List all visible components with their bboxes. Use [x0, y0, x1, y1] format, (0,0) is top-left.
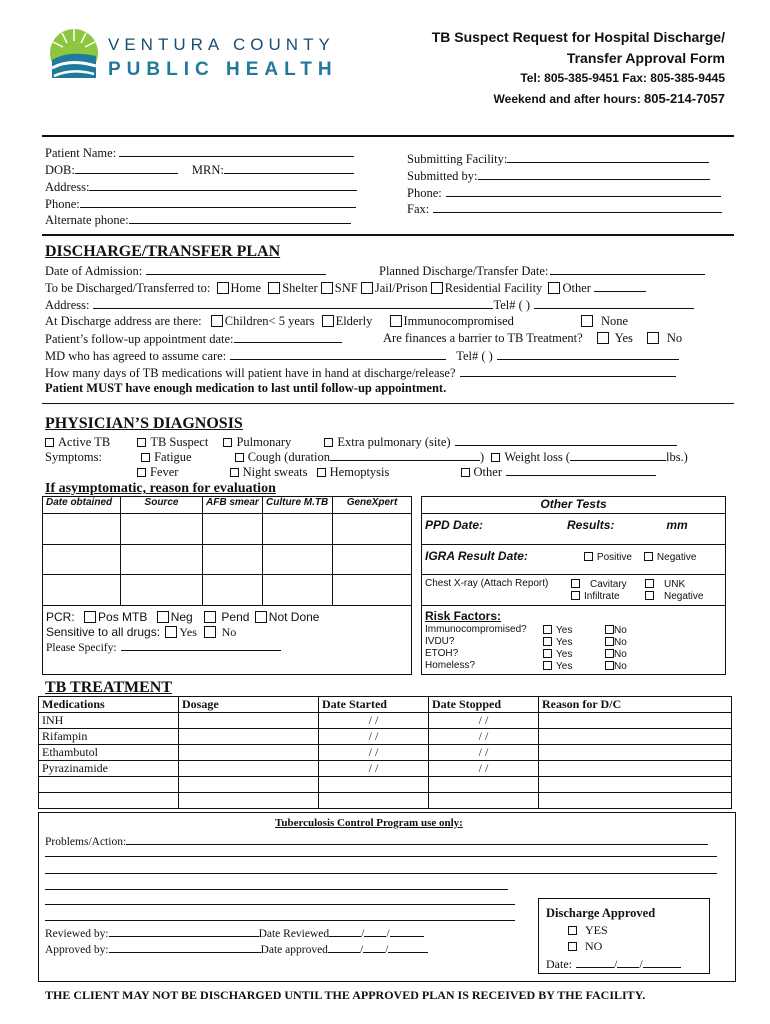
logo-line1: VENTURA COUNTY — [108, 35, 335, 54]
date-stopped-cell[interactable]: / / — [429, 713, 539, 729]
lab-cell[interactable] — [43, 575, 121, 606]
lab-col-header: AFB smear — [203, 497, 263, 514]
lab-cell[interactable] — [333, 575, 412, 606]
problems-row[interactable]: Problems/Action: — [45, 834, 708, 849]
md-row[interactable]: MD who has agreed to assume care: Tel# ( ) — [45, 349, 679, 363]
date-started-cell[interactable]: / / — [319, 745, 429, 761]
asymptomatic-heading: If asymptomatic, reason for evaluation — [45, 481, 276, 496]
treatment-table — [38, 696, 732, 809]
pcr-row[interactable]: PCR: Pos MTB Neg Pend Not Done — [46, 610, 320, 624]
dosage-cell[interactable] — [179, 713, 319, 729]
approval-date[interactable]: Date: / / — [546, 957, 681, 970]
followup-row[interactable]: Patient’s follow-up appointment date: — [45, 332, 342, 346]
form-title-2: Transfer Approval Form — [566, 50, 725, 66]
must-note: Patient MUST have enough medication to last until follow-up appointment. — [45, 381, 447, 395]
lab-cell[interactable] — [203, 545, 263, 575]
cxr-row[interactable]: Chest X-ray (Attach Report) Cavitary Infiltrate UNK Negative — [422, 575, 726, 606]
tbcp-title: Tuberculosis Control Program use only: — [275, 817, 463, 829]
date-started-cell[interactable] — [319, 777, 429, 793]
discharge-address-row[interactable]: Address: Tel# ( ) — [45, 298, 694, 312]
pcr-cell — [43, 606, 412, 675]
problems-line[interactable] — [45, 920, 515, 921]
date-started-cell[interactable]: / / — [319, 761, 429, 777]
lab-cell[interactable] — [333, 545, 412, 575]
symptoms-row-2[interactable]: Fever Night sweats Hemoptysis Other — [137, 465, 656, 479]
problems-line[interactable] — [45, 889, 508, 890]
table-row — [39, 777, 732, 793]
lab-cell[interactable] — [121, 545, 203, 575]
risk-yes[interactable]: Yes — [543, 649, 572, 660]
physician-heading: PHYSICIAN’S DIAGNOSIS — [45, 415, 243, 432]
treatment-col-header: Dosage — [179, 697, 319, 713]
risk-no[interactable]: No — [605, 637, 627, 648]
table-row — [39, 745, 732, 761]
logo-emblem-icon — [48, 26, 100, 84]
planned-date-row[interactable]: Planned Discharge/Transfer Date: — [379, 264, 705, 278]
dosage-cell[interactable] — [179, 793, 319, 809]
lab-cell[interactable] — [121, 575, 203, 606]
reason-cell[interactable] — [539, 713, 732, 729]
facility-row[interactable]: Submitting Facility: — [407, 152, 709, 166]
problems-line[interactable] — [45, 856, 717, 857]
at-address-row[interactable]: At Discharge address are there: Children< 5 years Elderly Immunocompromised None — [45, 314, 629, 328]
lab-cell[interactable] — [333, 514, 412, 545]
divider — [42, 234, 734, 236]
treatment-heading: TB TREATMENT — [45, 679, 172, 696]
lab-cell[interactable] — [203, 514, 263, 545]
submitted-by-row[interactable]: Submitted by: — [407, 169, 710, 183]
divider — [42, 135, 734, 137]
reason-cell[interactable] — [539, 777, 732, 793]
alt-phone-row[interactable]: Alternate phone: — [45, 213, 351, 227]
lab-cell[interactable] — [121, 514, 203, 545]
risk-yes[interactable]: Yes — [543, 625, 572, 636]
sensitive-row[interactable]: Sensitive to all drugs: Yes No — [46, 625, 237, 639]
problems-line[interactable] — [45, 873, 717, 874]
med-name: Ethambutol — [39, 745, 179, 761]
reason-cell[interactable] — [539, 745, 732, 761]
date-started-cell[interactable]: / / — [319, 713, 429, 729]
lab-cell[interactable] — [43, 514, 121, 545]
approval-no[interactable]: NO — [568, 940, 602, 952]
med-name[interactable] — [39, 793, 179, 809]
risk-no[interactable]: No — [605, 625, 627, 636]
dosage-cell[interactable] — [179, 761, 319, 777]
date-stopped-cell[interactable]: / / — [429, 729, 539, 745]
med-name: INH — [39, 713, 179, 729]
reason-cell[interactable] — [539, 761, 732, 777]
admission-row[interactable]: Date of Admission: — [45, 264, 326, 278]
treatment-col-header: Reason for D/C — [539, 697, 732, 713]
phone-row[interactable]: Phone: — [45, 197, 356, 211]
dob-row[interactable]: DOB: MRN: — [45, 163, 354, 177]
lab-cell[interactable] — [43, 545, 121, 575]
date-started-cell[interactable] — [319, 793, 429, 809]
date-stopped-cell[interactable] — [429, 793, 539, 809]
date-stopped-cell[interactable]: / / — [429, 745, 539, 761]
reason-cell[interactable] — [539, 793, 732, 809]
reviewed-row[interactable]: Reviewed by: Date Reviewed / / — [45, 926, 424, 941]
lab-col-header: Culture M.TB — [263, 497, 333, 514]
table-row — [39, 793, 732, 809]
discharge-to-row[interactable]: To be Discharged/Transferred to: Home Shelter SNF Jail/Prison Residential Facility Other — [45, 281, 646, 295]
risk-no[interactable]: No — [605, 649, 627, 660]
specify-row[interactable]: Please Specify: — [46, 640, 408, 656]
risk-factors-cell: Risk Factors: Immunocompromised? IVDU? ETOH? Homeless? Yes Yes Yes Yes No No No No — [422, 606, 726, 675]
barrier-row[interactable]: Are finances a barrier to TB Treatment? Yes No — [383, 331, 683, 345]
lab-table — [42, 496, 412, 675]
reason-cell[interactable] — [539, 729, 732, 745]
symptoms-row-1[interactable]: Symptoms: Fatigue Cough (duration ) Weight loss ( lbs.) — [45, 450, 688, 464]
footer-notice: THE CLIENT MAY NOT BE DISCHARGED UNTIL THE APPROVED PLAN IS RECEIVED BY THE FACILITY. — [45, 988, 646, 1002]
approved-row[interactable]: Approved by: Date approved / / — [45, 942, 428, 957]
table-row — [39, 713, 732, 729]
date-stopped-cell[interactable]: / / — [429, 761, 539, 777]
table-row — [39, 729, 732, 745]
approval-title: Discharge Approved — [546, 906, 656, 920]
dosage-cell[interactable] — [179, 777, 319, 793]
date-started-cell[interactable]: / / — [319, 729, 429, 745]
table-row — [39, 761, 732, 777]
address-row[interactable]: Address: — [45, 180, 357, 194]
patient-name-row[interactable]: Patient Name: — [45, 146, 354, 160]
risk-no[interactable]: No — [605, 661, 627, 672]
facility-fax-row[interactable]: Fax: — [407, 202, 722, 216]
other-tests-table — [421, 496, 726, 675]
logo-line2: PUBLIC HEALTH — [108, 59, 338, 80]
treatment-col-header: Date Stopped — [429, 697, 539, 713]
form-title-1: TB Suspect Request for Hospital Discharge/ — [431, 29, 725, 45]
dosage-cell[interactable] — [179, 745, 319, 761]
lab-col-header: Date obtained — [43, 497, 121, 514]
divider — [42, 403, 734, 404]
diagnosis-row[interactable]: Active TB TB Suspect Pulmonary Extra pulmonary (site) — [45, 435, 677, 449]
lab-cell[interactable] — [263, 575, 333, 606]
lab-cell[interactable] — [263, 514, 333, 545]
lab-col-header: GeneXpert — [333, 497, 412, 514]
igra-row[interactable]: IGRA Result Date: Positive Negative — [422, 545, 726, 575]
other-tests-heading: Other Tests — [422, 497, 726, 514]
discharge-heading: DISCHARGE/TRANSFER PLAN — [45, 243, 281, 260]
dosage-cell[interactable] — [179, 729, 319, 745]
date-stopped-cell[interactable] — [429, 777, 539, 793]
lab-col-header: Source — [121, 497, 203, 514]
days-row[interactable]: How many days of TB medications will patient have in hand at discharge/release? — [45, 366, 676, 380]
med-name: Pyrazinamide — [39, 761, 179, 777]
contact-line: Tel: 805-385-9451 Fax: 805-385-9445 — [520, 71, 725, 85]
lab-cell[interactable] — [203, 575, 263, 606]
risk-heading: Risk Factors: — [425, 609, 502, 623]
weekend-line: Weekend and after hours: 805-214-7057 — [493, 91, 725, 106]
risk-yes[interactable]: Yes — [543, 661, 572, 672]
med-name: Rifampin — [39, 729, 179, 745]
facility-phone-row[interactable]: Phone: — [407, 186, 721, 200]
med-name[interactable] — [39, 777, 179, 793]
approval-yes[interactable]: YES — [568, 924, 608, 936]
problems-line[interactable] — [45, 904, 515, 905]
lab-cell[interactable] — [263, 545, 333, 575]
risk-yes[interactable]: Yes — [543, 637, 572, 648]
treatment-col-header: Date Started — [319, 697, 429, 713]
treatment-col-header: Medications — [39, 697, 179, 713]
ppd-row[interactable]: PPD Date: Results: mm — [422, 514, 726, 545]
